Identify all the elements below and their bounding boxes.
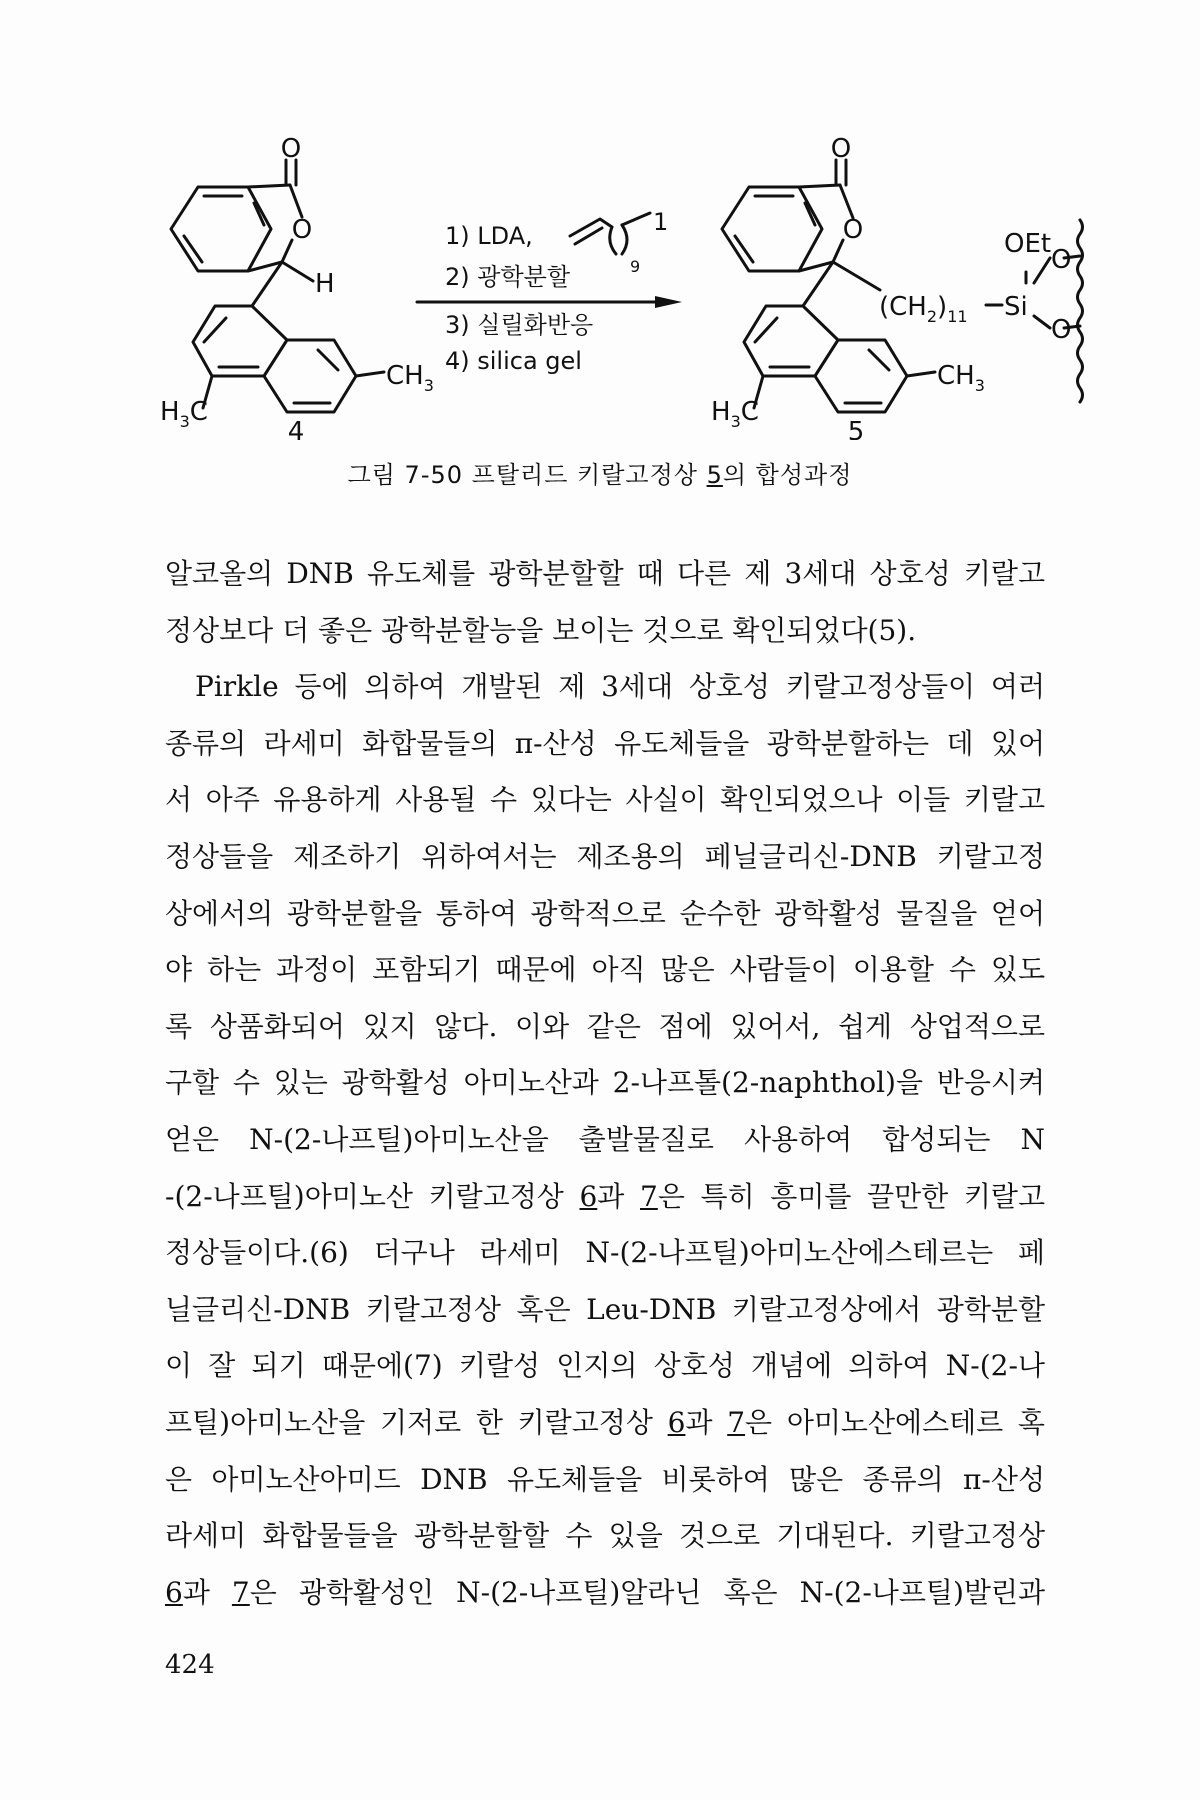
product-o-carbonyl: O [830,134,852,164]
body-line: 서 아주 유용하게 사용될 수 있다는 사실이 확인되었으나 이들 키랄고 [165,783,1045,817]
reactant-o-carbonyl: O [280,134,302,164]
product-h3c: $H_3C$ [711,397,759,431]
step-1: 1) LDA, [445,222,533,250]
reactant-ch3: $CH_3$ [386,361,434,395]
body-line: 이 잘 되기 때문에(7) 키랄성 인지의 상호성 개념에 의하여 N-(2-나 [165,1349,1045,1383]
body-line: 종류의 라세미 화합물들의 π-산성 유도체들을 광학분할하는 데 있어 [165,726,1045,760]
product-o-ring: O [842,215,864,245]
reactant-h: H [315,269,335,299]
product-si: Si [1004,292,1028,322]
body-line: 6과 7은 광학활성인 N-(2-나프틸)알라닌 혹은 N-(2-나프틸)발린과 [165,1575,1046,1609]
step-2: 2) 광학분할 [445,263,570,291]
product-oet: OEt [1004,229,1052,259]
body-line: Pirkle 등에 의하여 개발된 제 3세대 상호성 키랄고정상들이 여러 [195,670,1045,704]
body-line: 라세미 화합물들을 광학분할할 수 있을 것으로 기대된다. 키랄고정상 [165,1519,1045,1553]
reactant-structure [171,160,384,412]
body-line: 야 하는 과정이 포함되기 때문에 아직 많은 사람들이 이용할 수 있도 [165,953,1045,987]
product-ch3: $CH_3$ [937,361,985,395]
body-line: 상에서의 광학분할을 통하여 광학적으로 순수한 광학활성 물질을 얻어 [165,896,1045,930]
reactant-label: 4 [287,417,305,440]
body-line: 얻은 N-(2-나프틸)아미노산을 출발물질로 사용하여 합성되는 N [165,1122,1045,1156]
product-o-lower: O [1051,315,1072,345]
reactant-o-ring: O [291,215,313,245]
body-line: 정상들을 제조하기 위하여서는 제조용의 페닐글리신-DNB 키랄고정 [165,839,1045,873]
figure-caption: 그림 7-50 프탈리드 키랄고정상 5의 합성과정 [347,461,853,489]
reactant-h3c: $H_3C$ [160,397,208,431]
reaction-scheme [0,0,1200,440]
product-o-upper: O [1051,245,1072,275]
step-1-iodo: 1 [653,208,669,236]
step-3: 3) 실릴화반응 [445,311,594,339]
body-text [165,546,1045,1621]
body-line: 알코올의 DNB 유도체를 광학분할할 때 다른 제 3세대 상호성 키랄고 [165,557,1045,590]
page-number: 424 [165,1650,215,1680]
body-line: 구할 수 있는 광학활성 아미노산과 2-나프톨(2-naphthol)을 반응시켜 [165,1066,1045,1100]
body-line: -(2-나프틸)아미노산 키랄고정상 6과 7은 특히 흥미를 끌만한 키랄고 [165,1179,1045,1213]
body-line: 프틸)아미노산을 기저로 한 키랄고정상 6과 7은 아미노산에스테르 혹 [165,1405,1045,1439]
product-label: 5 [847,417,865,440]
product-structure [722,160,1083,412]
step-4: 4) silica gel [445,347,582,375]
body-line: 닐글리신-DNB 키랄고정상 혹은 Leu-DNB 키랄고정상에서 광학분할 [165,1292,1045,1326]
product-ch2-chain: $(CH_2)_{11}$ [879,292,968,326]
body-line: 은 아미노산아미드 DNB 유도체들을 비롯하여 많은 종류의 π-산성 [165,1462,1045,1496]
body-line: 정상보다 더 좋은 광학분할능을 보이는 것으로 확인되었다(5). [165,613,917,647]
body-line: 정상들이다.(6) 더구나 라세미 N-(2-나프틸)아미노산에스테르는 페 [165,1236,1045,1270]
step-1-subscript: 9 [630,257,641,276]
body-line: 록 상품화되어 있지 않다. 이와 같은 점에 있어서, 쉽게 상업적으로 [165,1009,1045,1043]
